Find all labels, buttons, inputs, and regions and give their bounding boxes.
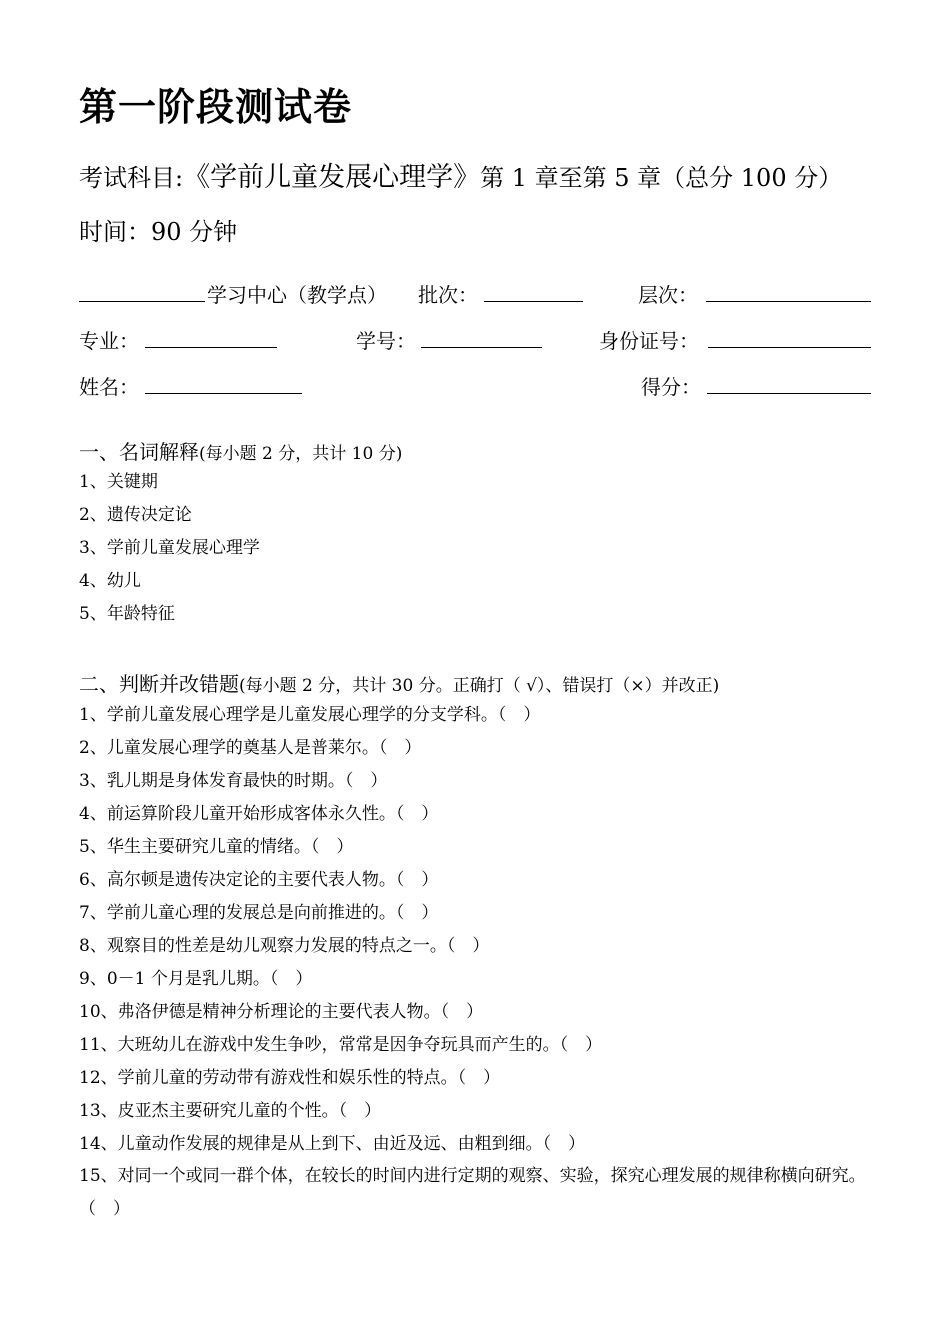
level-blank[interactable] (706, 279, 871, 302)
major-label: 专业： (79, 329, 139, 353)
section-1-item: 4、幼儿 (79, 571, 141, 591)
section-1-note: (每小题 2 分，共计 10 分) (199, 444, 403, 464)
section-2-item: 15、对同一个或同一群个体，在较长的时间内进行定期的观察、实验，探究心理发展的规律称横向研究。（ ） (79, 1166, 866, 1219)
id-card-blank[interactable] (708, 325, 871, 348)
student-id-label: 学号： (356, 329, 416, 353)
section-2-item: 1、学前儿童发展心理学是儿童发展心理学的分支学科。（ ） (79, 705, 541, 725)
info-row-3 (79, 369, 872, 403)
section-2-heading (79, 668, 719, 697)
section-2-item: 12、学前儿童的劳动带有游戏性和娱乐性的特点。（ ） (79, 1068, 501, 1088)
id-card-label: 身份证号： (599, 329, 699, 353)
section-2-title: 二、判断并改错题 (79, 672, 239, 696)
section-2-item: 3、乳儿期是身体发育最快的时期。（ ） (79, 771, 388, 791)
subject-name: 《学前儿童发展心理学》 (183, 162, 481, 193)
section-2-item: 13、皮亚杰主要研究儿童的个性。（ ） (79, 1101, 382, 1121)
info-row-2 (79, 323, 872, 357)
section-1-title: 一、名词解释 (79, 440, 199, 464)
name-label: 姓名： (79, 375, 139, 399)
section-2-item: 10、弗洛伊德是精神分析理论的主要代表人物。（ ） (79, 1002, 484, 1022)
section-2-item: 9、0－1 个月是乳儿期。（ ） (79, 969, 313, 989)
page-title: 第一阶段测试卷 (79, 85, 353, 129)
exam-subject (79, 155, 842, 194)
batch-blank[interactable] (484, 279, 583, 302)
section-1-item: 2、遗传决定论 (79, 505, 192, 525)
center-label: 学习中心（教学点） (207, 283, 387, 307)
student-id-blank[interactable] (421, 325, 542, 348)
section-1-heading (79, 436, 402, 465)
name-blank[interactable] (145, 371, 302, 394)
section-2-item: 8、观察目的性差是幼儿观察力发展的特点之一。（ ） (79, 936, 490, 956)
subject-suffix: 第 1 章至第 5 章（总分 100 分） (480, 164, 843, 192)
level-label: 层次： (638, 283, 698, 307)
section-2-item: 11、大班幼儿在游戏中发生争吵，常常是因争夺玩具而产生的。（ ） (79, 1035, 603, 1055)
center-blank[interactable] (79, 279, 205, 302)
section-2-item: 6、高尔顿是遗传决定论的主要代表人物。（ ） (79, 870, 439, 890)
section-1-item: 3、学前儿童发展心理学 (79, 538, 260, 558)
section-2-note: (每小题 2 分，共计 30 分。正确打（ √）、错误打（×）并改正) (239, 676, 720, 696)
batch-label: 批次： (418, 283, 478, 307)
section-2-item: 4、前运算阶段儿童开始形成客体永久性。（ ） (79, 804, 439, 824)
major-blank[interactable] (145, 325, 277, 348)
score-blank[interactable] (707, 371, 871, 394)
info-row-1 (79, 277, 872, 311)
section-1-item: 1、关键期 (79, 472, 158, 492)
score-label: 得分： (641, 375, 701, 399)
section-2-item: 14、儿童动作发展的规律是从上到下、由近及远、由粗到细。（ ） (79, 1134, 586, 1154)
section-2-item: 5、华生主要研究儿童的情绪。（ ） (79, 837, 354, 857)
section-1-item: 5、年龄特征 (79, 604, 175, 624)
subject-prefix: 考试科目: (79, 164, 184, 192)
section-2-item: 7、学前儿童心理的发展总是向前推进的。（ ） (79, 903, 439, 923)
exam-time: 时间：90 分钟 (79, 218, 238, 246)
section-2-item: 2、儿童发展心理学的奠基人是普莱尔。（ ） (79, 738, 422, 758)
